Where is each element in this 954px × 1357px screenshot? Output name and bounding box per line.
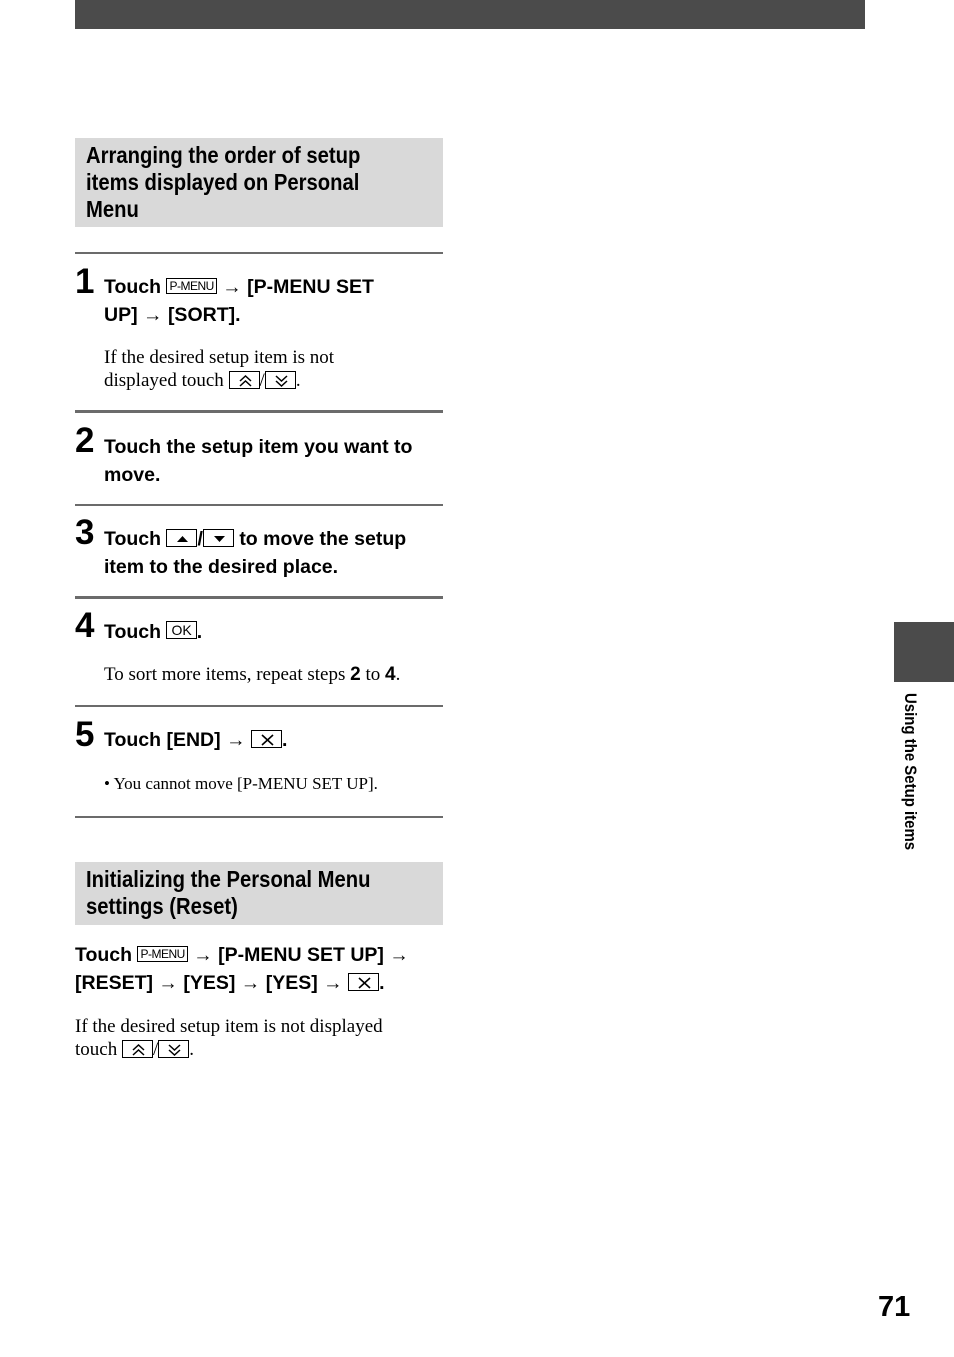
note-text: You cannot move [P-MENU SET UP]. <box>113 774 378 793</box>
divider <box>75 596 443 599</box>
section-heading-reset <box>75 862 443 925</box>
side-tab-marker <box>894 622 954 682</box>
scroll-up-icon[interactable] <box>122 1040 153 1058</box>
divider <box>75 410 443 413</box>
arrow-right-icon: → <box>323 972 343 994</box>
menu-item-label: UP] <box>104 304 138 326</box>
note-text: If the desired setup item is not <box>104 347 335 368</box>
close-icon[interactable] <box>348 973 379 991</box>
step-number-2: 2 <box>75 421 95 460</box>
menu-item-label: [YES] <box>183 972 236 994</box>
menu-item-label: [P-MENU SET UP] <box>218 944 384 966</box>
scroll-down-icon[interactable] <box>158 1040 189 1058</box>
ok-button-icon[interactable]: OK <box>166 621 196 639</box>
bullet-icon: • <box>104 774 110 793</box>
slash: / <box>197 528 203 550</box>
reset-instruction <box>75 941 445 997</box>
move-up-icon[interactable] <box>166 529 197 547</box>
step-number-3: 3 <box>75 513 95 552</box>
arrow-right-icon: → <box>222 276 242 298</box>
reset-note <box>75 1015 383 1061</box>
step-5-note <box>104 773 378 795</box>
scroll-down-icon[interactable] <box>265 371 296 389</box>
arrow-right-icon: → <box>226 729 246 751</box>
divider <box>75 504 443 506</box>
step-4-text <box>104 618 444 646</box>
period: . <box>295 370 301 391</box>
slash: / <box>259 370 265 391</box>
step-5-text <box>104 726 444 754</box>
menu-item-label: [YES] <box>265 972 318 994</box>
divider <box>75 252 443 254</box>
page-number: 71 <box>878 1291 911 1323</box>
step-text-line: item to the desired place. <box>104 556 339 578</box>
move-down-icon[interactable] <box>203 529 234 547</box>
step-2-text <box>104 433 444 489</box>
section-heading-line: Menu <box>86 196 139 222</box>
menu-item-label: [P-MENU SET <box>247 276 374 298</box>
period: . <box>196 621 203 643</box>
section-heading-line: settings (Reset) <box>86 893 238 919</box>
step-ref: 4 <box>385 664 396 685</box>
menu-item-label: [END] <box>166 729 221 751</box>
header-bar <box>75 0 865 29</box>
period: . <box>281 729 288 751</box>
note-text: touch <box>75 1039 118 1060</box>
divider <box>75 816 443 818</box>
step-4-note <box>104 663 400 686</box>
arrow-right-icon: → <box>158 972 178 994</box>
note-text: If the desired setup item is not displayed <box>75 1016 383 1037</box>
scroll-up-icon[interactable] <box>229 371 260 389</box>
step-text-word: Touch <box>75 944 133 966</box>
slash: / <box>152 1039 159 1060</box>
step-number-4: 4 <box>75 606 95 645</box>
side-tab-label <box>898 693 922 883</box>
pmenu-button-icon[interactable]: P-MENU <box>166 278 216 294</box>
period: . <box>395 664 401 685</box>
close-icon[interactable] <box>251 730 282 748</box>
step-1-text <box>104 273 444 329</box>
period: . <box>189 1039 194 1060</box>
section-heading-arrange <box>75 138 443 227</box>
arrow-right-icon: → <box>143 304 163 326</box>
section-heading-line: Arranging the order of setup <box>86 142 361 168</box>
divider <box>75 705 443 707</box>
step-text-line: move. <box>104 464 161 486</box>
step-text-line: to move the setup <box>239 528 407 550</box>
step-number-1: 1 <box>75 262 95 301</box>
menu-item-label: [RESET] <box>75 972 153 994</box>
section-heading-line: items displayed on Personal <box>86 169 360 195</box>
step-3-text <box>104 525 444 581</box>
step-text-word: Touch <box>104 528 162 550</box>
step-text-word: Touch <box>104 276 162 298</box>
step-number-5: 5 <box>75 715 95 754</box>
arrow-right-icon: → <box>389 944 409 966</box>
arrow-right-icon: → <box>240 972 261 994</box>
step-text-word: Touch <box>104 729 162 751</box>
note-text: displayed touch <box>104 370 224 391</box>
step-1-note <box>104 346 334 392</box>
section-heading-line: Initializing the Personal Menu <box>86 866 371 892</box>
pmenu-button-icon[interactable]: P-MENU <box>137 946 187 962</box>
period: . <box>379 972 385 994</box>
note-text: To sort more items, repeat steps <box>104 664 346 685</box>
arrow-right-icon: → <box>193 944 213 966</box>
side-tab-text: Using the Setup items <box>901 693 920 851</box>
menu-item-label: [SORT]. <box>167 304 241 326</box>
step-text-word: Touch <box>104 621 162 643</box>
step-text-line: Touch the setup item you want to <box>104 436 413 458</box>
note-text: to <box>365 664 381 685</box>
step-ref: 2 <box>350 664 361 685</box>
